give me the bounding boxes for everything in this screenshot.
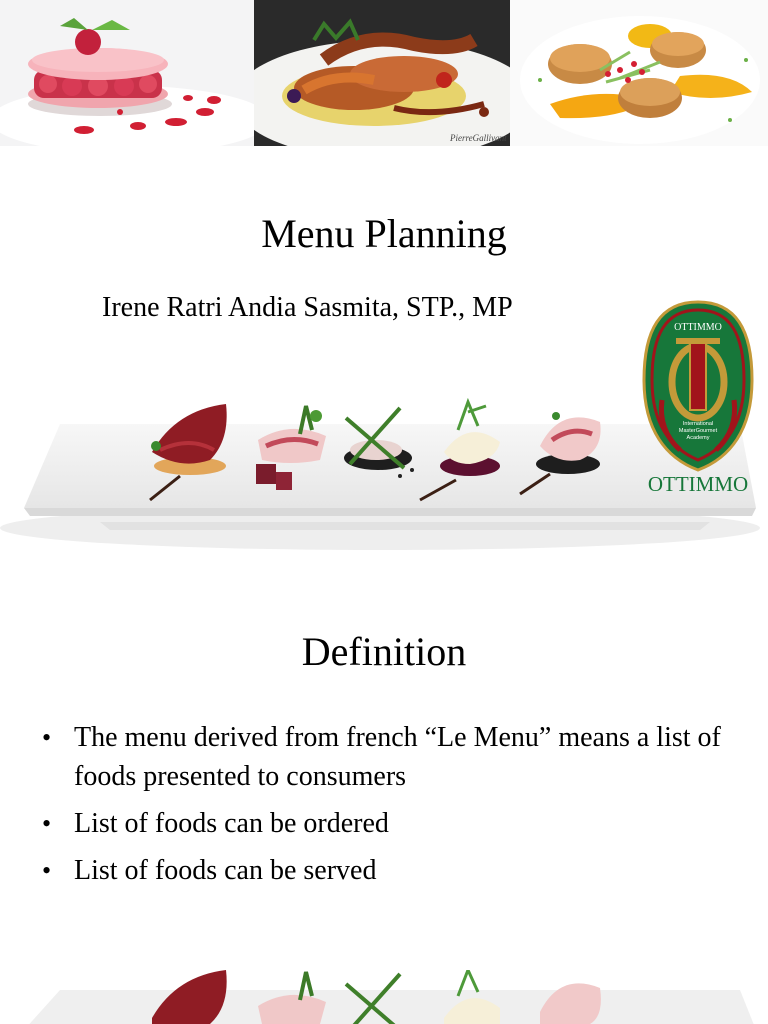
logo-tagline-2: MasterGourmet <box>678 428 718 434</box>
header-photo-strip <box>0 0 768 146</box>
list-item <box>38 851 738 890</box>
logo-top-text: OTTIMMO <box>674 322 722 333</box>
definition-bullet-list <box>38 718 738 898</box>
bullet-text: List of foods can be served <box>74 855 377 886</box>
list-item <box>38 804 738 843</box>
bullet-glyph: • <box>42 856 52 885</box>
definition-heading: Definition <box>301 629 467 674</box>
logo-tagline-3: Academy <box>686 435 710 441</box>
photo-watermark: PierreGallivant <box>450 133 507 143</box>
ottimmo-logo <box>640 300 756 500</box>
logo-tagline-1: International <box>682 421 714 427</box>
bullet-text: The menu derived from french “Le Menu” means a list of foods presented to consumers <box>74 722 721 792</box>
scallops-photo <box>510 0 768 146</box>
list-item <box>38 718 738 796</box>
bullet-glyph: • <box>42 723 52 752</box>
bullet-glyph: • <box>42 809 52 838</box>
bullet-text: List of foods can be ordered <box>74 808 389 839</box>
author-name: Irene Ratri Andia Sasmita, STP., MP <box>102 292 513 323</box>
appetizer-platter-image-bottom <box>0 970 768 1024</box>
shrimp-dish-photo <box>254 0 510 146</box>
macaron-photo <box>0 0 254 146</box>
slide-title: Menu Planning <box>261 211 507 256</box>
logo-bottom-text: OTTIMMO <box>647 472 749 496</box>
